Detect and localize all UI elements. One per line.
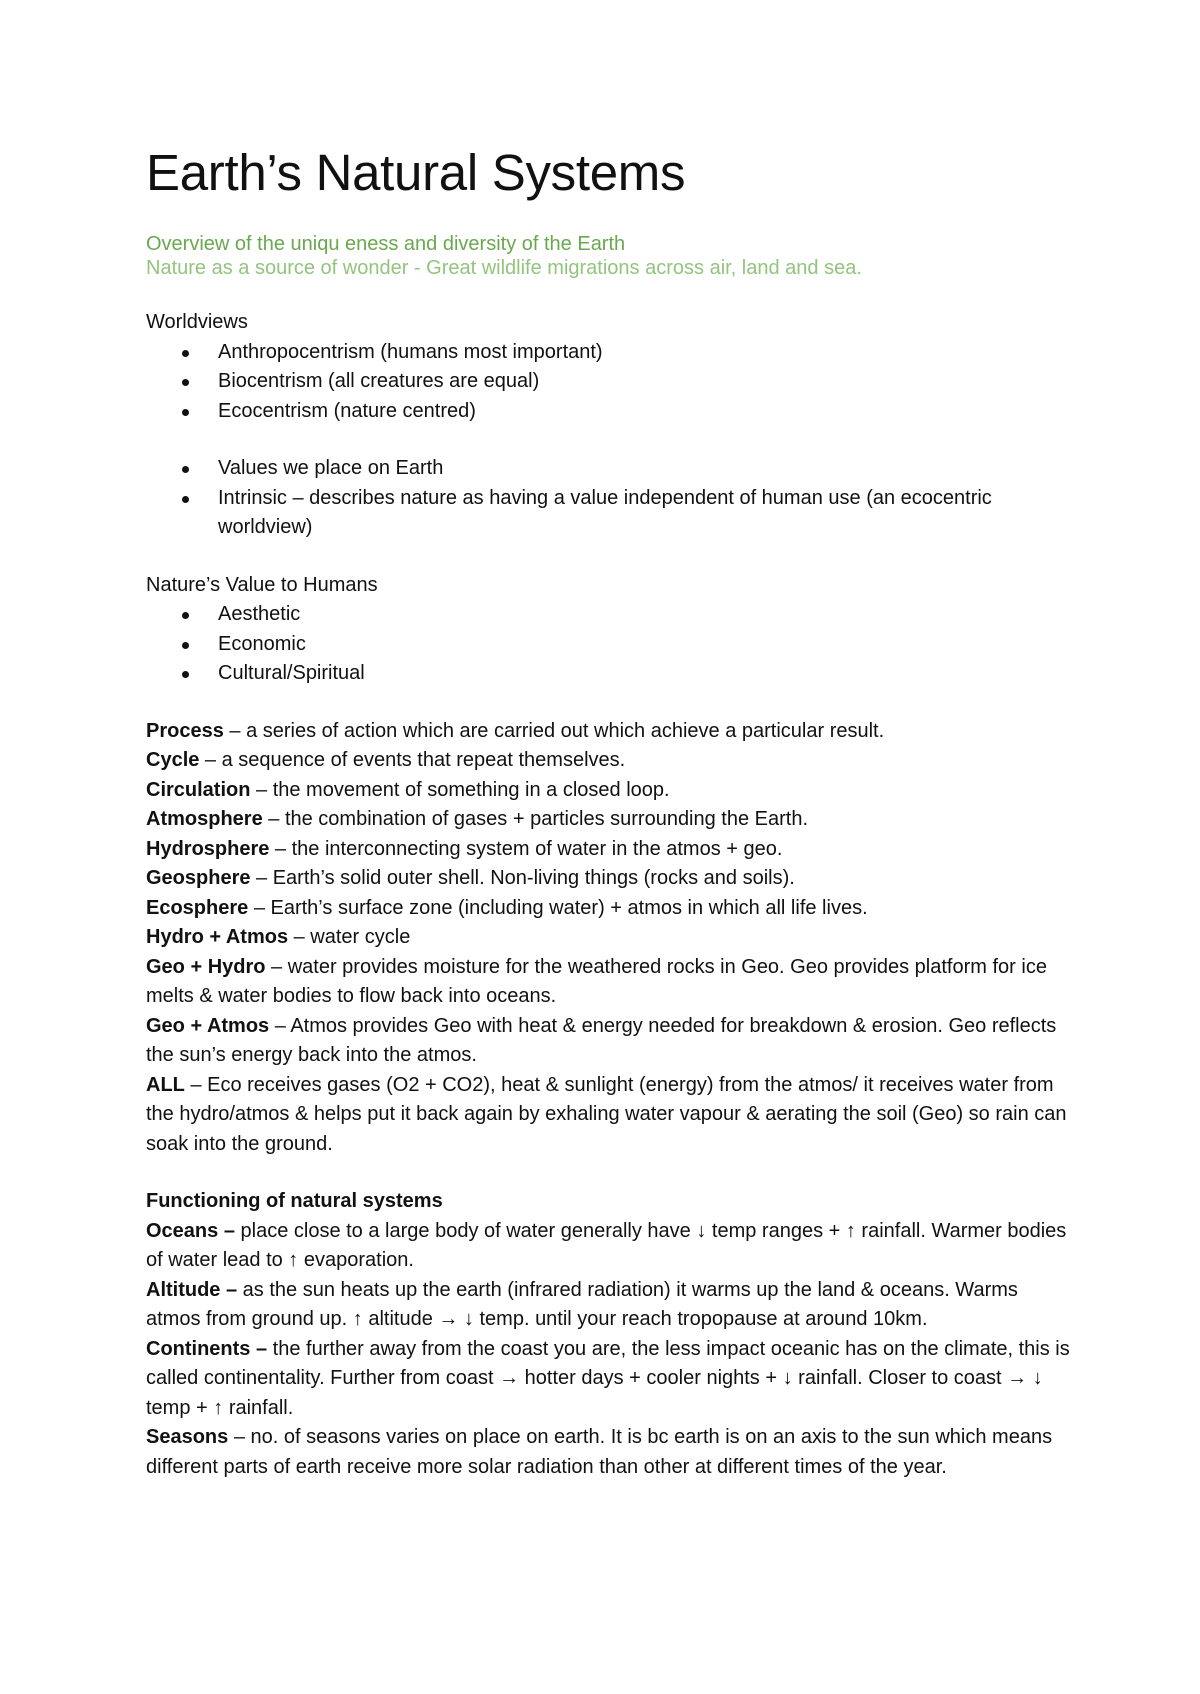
definition-all: ALL – Eco receives gases (O2 + CO2), heat & sunlight (energy) from the atmos/ it receives water from the hydro/atmos & helps put it back again by exhaling water vapour & aerating the soil (Geo) so rain can soak into the ground. <box>146 1073 1067 1155</box>
functioning-heading: Functioning of natural systems <box>146 1190 443 1212</box>
definitions-list <box>146 717 1076 1160</box>
worldviews-list <box>146 338 1076 427</box>
functioning-list <box>146 1217 1076 1483</box>
worldviews-heading: Worldviews <box>146 311 248 333</box>
functioning-oceans: Oceans – place close to a large body of water generally have ↓ temp ranges + ↑ rainfall. Warmer bodies of water lead to ↑ evaporation. <box>146 1219 1067 1271</box>
list-item: Ecocentrism (nature centred) <box>218 397 1076 427</box>
definition-process: Process – a series of action which are carried out which achieve a particular result. <box>146 719 885 742</box>
definition-geo-hydro: Geo + Hydro – water provides moisture for the weathered rocks in Geo. Geo provides platform for ice melts & water bodies to flow back into oceans. <box>146 955 1047 1007</box>
definition-geo-atmos: Geo + Atmos – Atmos provides Geo with heat & energy needed for breakdown & erosion. Geo reflects the sun’s energy back into the atmos. <box>146 1014 1057 1066</box>
definition-atmosphere: Atmosphere – the combination of gases + particles surrounding the Earth. <box>146 808 809 830</box>
list-item: Biocentrism (all creatures are equal) <box>218 367 1076 397</box>
definition-geosphere: Geosphere – Earth’s solid outer shell. Non-living things (rocks and soils). <box>146 867 795 889</box>
page-title: Earth’s Natural Systems <box>146 144 686 201</box>
definition-hydrosphere: Hydrosphere – the interconnecting system of water in the atmos + geo. <box>146 837 783 860</box>
subtitle-overview: Overview of the uniqu eness and diversity of the Earth <box>146 233 626 255</box>
list-item: Economic <box>218 630 1076 660</box>
natures-value-heading: Nature’s Value to Humans <box>146 573 378 596</box>
definition-circulation: Circulation – the movement of something in a closed loop. <box>146 778 670 801</box>
list-item: Intrinsic – describes nature as having a value independent of human use (an ecocentric worldview) <box>218 484 1076 543</box>
natures-value-list <box>146 600 1076 689</box>
list-item: Aesthetic <box>218 600 1076 630</box>
functioning-continents: Continents – the further away from the coast you are, the less impact oceanic has on the climate, this is called continentality. Further from coast → hotter days + cooler nights + ↓ rainfall. Closer to coast → ↓ temp + ↑ rainfall. <box>146 1337 1070 1419</box>
list-item: Cultural/Spiritual <box>218 659 1076 689</box>
definition-cycle: Cycle – a sequence of events that repeat themselves. <box>146 749 626 771</box>
list-item: Values we place on Earth <box>218 454 1076 484</box>
definition-hydro-atmos: Hydro + Atmos – water cycle <box>146 926 411 948</box>
functioning-seasons: Seasons – no. of seasons varies on place on earth. It is bc earth is on an axis to the sun which means different parts of earth receive more solar radiation than other at different times of the year. <box>146 1426 1053 1478</box>
values-list <box>146 454 1076 543</box>
list-item: Anthropocentrism (humans most important) <box>218 338 1076 368</box>
subtitle-wonder: Nature as a source of wonder - Great wildlife migrations across air, land and sea. <box>146 257 862 279</box>
definition-ecosphere: Ecosphere – Earth’s surface zone (including water) + atmos in which all life lives. <box>146 896 868 919</box>
document-page <box>146 142 1076 1482</box>
functioning-altitude: Altitude – as the sun heats up the earth (infrared radiation) it warms up the land & oceans. Warms atmos from ground up. ↑ altitude → ↓ temp. until your reach tropopause at around 10km. <box>146 1278 1018 1330</box>
